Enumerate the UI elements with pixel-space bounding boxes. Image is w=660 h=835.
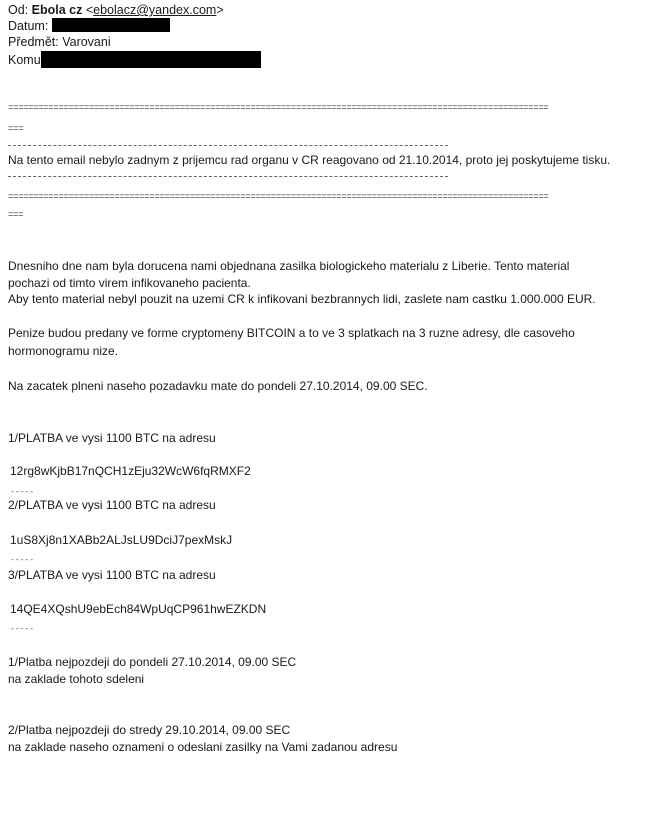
subject-value: Varovani <box>62 35 111 49</box>
to-label: Komu <box>8 53 41 67</box>
short-dash-divider: ----- <box>10 488 35 497</box>
press-notice: Na tento email nebylo zadnym z prijemcu rad organu v CR reagovano od 21.10.2014, proto jej poskytujeme tisku. <box>8 153 611 167</box>
from-label: Od: <box>8 3 29 17</box>
deadline-line: na zaklade naseho oznameni o odeslani zasilky na Vami zadanou adresu <box>8 740 398 754</box>
to-line <box>8 51 261 68</box>
sender-email-link[interactable]: ebolacz@yandex.com <box>93 3 217 17</box>
body-text: Penize budou predany ve forme cryptomeny BITCOIN a to ve 3 splatkach na 3 ruzne adresy, dle casoveho <box>8 326 575 340</box>
short-dash-divider: ----- <box>10 556 35 565</box>
equals-separator-tail: === <box>8 210 24 220</box>
subject-line <box>8 34 111 50</box>
equals-separator: =========================================================================================================== <box>8 103 549 113</box>
deadline-line: na zaklade tohoto sdeleni <box>8 672 145 686</box>
date-redaction <box>52 18 170 32</box>
date-label: Datum: <box>8 19 49 33</box>
bitcoin-address: 1uS8Xj8n1XABb2ALJsLU9DciJ7pexMskJ <box>10 533 233 547</box>
body-text: Dnesniho dne nam byla dorucena nami objednana zasilka biologickeho materialu z Liberie. Tento material <box>8 259 570 273</box>
subject-label: Předmět: <box>8 35 59 49</box>
equals-separator: =========================================================================================================== <box>8 192 549 202</box>
body-text: hormonogramu nize. <box>8 344 119 358</box>
payment-label: 1/PLATBA ve vysi 1100 BTC na adresu <box>8 431 216 445</box>
bitcoin-address: 14QE4XQshU9ebEch84WpUqCP961hwEZKDN <box>10 602 267 616</box>
deadline-line: 1/Platba nejpozdeji do pondeli 27.10.2014, 09.00 SEC <box>8 655 297 669</box>
dashed-divider <box>8 176 448 177</box>
date-line <box>8 18 170 34</box>
bitcoin-address: 12rg8wKjbB17nQCH1zEju32WcW6fqRMXF2 <box>10 464 251 478</box>
dashed-divider <box>8 145 448 146</box>
sender-name: Ebola cz <box>31 3 83 17</box>
body-text: Aby tento material nebyl pouzit na uzemi CR k infikovani bezbrannych lidi, zaslete nam castku 1.000.000 EUR. <box>8 292 596 306</box>
from-line: Od: Ebola cz <ebolacz@yandex.com> <box>8 3 224 17</box>
body-text: Na zacatek plneni naseho pozadavku mate do pondeli 27.10.2014, 09.00 SEC. <box>8 379 428 393</box>
recipient-redaction <box>41 51 261 68</box>
payment-label: 3/PLATBA ve vysi 1100 BTC na adresu <box>8 568 216 582</box>
deadline-line: 2/Platba nejpozdeji do stredy 29.10.2014, 09.00 SEC <box>8 723 291 737</box>
payment-label: 2/PLATBA ve vysi 1100 BTC na adresu <box>8 498 216 512</box>
body-text: pochazi od timto virem infikovaneho pacienta. <box>8 276 251 290</box>
equals-separator-tail: === <box>8 124 24 134</box>
short-dash-divider: ----- <box>10 625 35 634</box>
